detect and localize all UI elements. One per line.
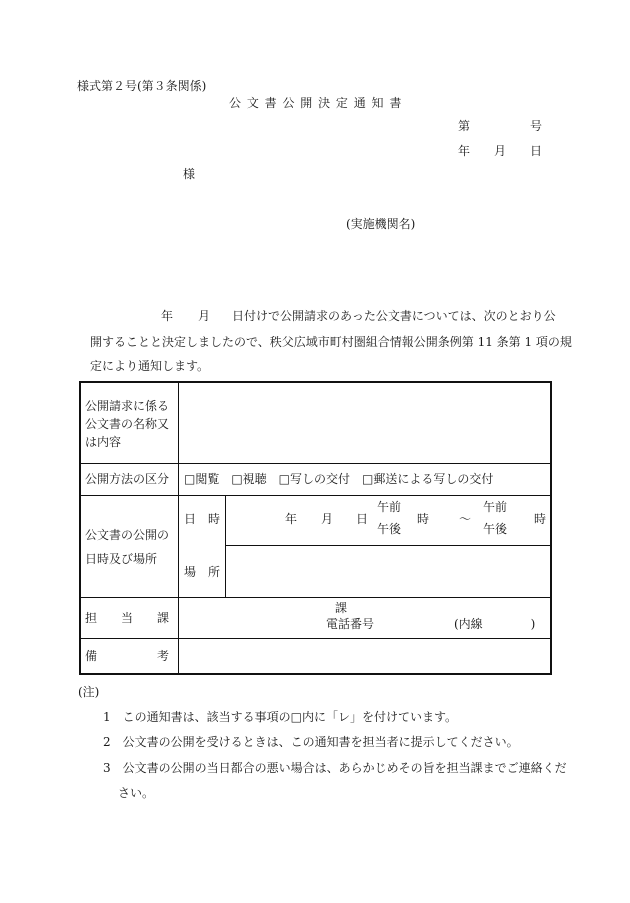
form-id: 様式第２号(第３条関係) xyxy=(77,79,207,93)
extension-label: (内線 ) xyxy=(454,617,536,631)
body-line2: 開することと決定しましたので、秩父広域市町村圏組合情報公開条例第 11 条第 1 項の規 xyxy=(90,335,572,349)
body-line1: 日付けで公開請求のあった公文書については、次のとおり公 xyxy=(232,309,556,323)
notes-heading: (注) xyxy=(78,685,100,699)
section-ka: 課 xyxy=(335,601,348,615)
body-line3: 定により通知します。 xyxy=(90,359,210,373)
date-year: 年 xyxy=(458,144,471,158)
am-option-1[interactable]: 午前 xyxy=(377,500,402,514)
request-label xyxy=(85,397,177,451)
request-label-line3: は内容 xyxy=(85,435,122,449)
document-title: 公 文 書 公 開 決 定 通 知 書 xyxy=(229,96,403,110)
pm-option-2[interactable]: 午後 xyxy=(483,522,508,536)
place-field[interactable] xyxy=(229,549,547,593)
phone-label: 電話番号 xyxy=(326,617,375,631)
decision-form-table xyxy=(79,381,552,675)
addressee-suffix: 様 xyxy=(183,167,196,181)
row-divider xyxy=(81,495,550,496)
row-divider xyxy=(81,597,550,598)
doc-number-suffix: 号 xyxy=(530,119,543,133)
date-day: 日 xyxy=(530,144,543,158)
section-label: 担 当 課 xyxy=(85,611,170,625)
tilde: ～ xyxy=(459,512,472,526)
datetime-label: 日 時 xyxy=(184,512,221,526)
remarks-label: 備 考 xyxy=(85,649,170,663)
note-item-1: 1 この通知書は、該当する事項の□内に「レ」を付けています。 xyxy=(103,710,458,724)
doc-number-prefix: 第 xyxy=(458,119,471,133)
method-label: 公開方法の区分 xyxy=(85,472,170,486)
schedule-label-line1: 公文書の公開の xyxy=(85,528,170,542)
row-divider xyxy=(81,638,550,639)
place-label: 場 所 xyxy=(184,565,221,579)
note-item-3: 3 公文書の公開の当日都合の悪い場合は、あらかじめその旨を担当課までご連絡くだ xyxy=(103,761,567,775)
hour-2: 時 xyxy=(534,512,547,526)
request-label-line1: 公開請求に係る xyxy=(85,399,170,413)
hour-1: 時 xyxy=(417,512,430,526)
request-content-field[interactable] xyxy=(181,387,547,459)
am-option-2[interactable]: 午前 xyxy=(483,500,508,514)
method-options[interactable]: □閲覧 □視聴 □写しの交付 □郵送による写しの交付 xyxy=(184,472,494,486)
column-divider xyxy=(178,383,179,673)
note-item-2: 2 公文書の公開を受けるときは、この通知書を担当者に提示してください。 xyxy=(103,735,519,749)
date-month: 月 xyxy=(494,144,507,158)
dt-month: 月 xyxy=(321,512,334,526)
request-label-line2: 公文書の名称又 xyxy=(85,417,170,431)
dt-day: 日 xyxy=(356,512,369,526)
schedule-label-line2: 日時及び場所 xyxy=(85,552,158,566)
remarks-field[interactable] xyxy=(181,642,547,670)
body-year: 年 xyxy=(161,309,174,323)
pm-option-1[interactable]: 午後 xyxy=(377,522,402,536)
body-month: 月 xyxy=(198,309,211,323)
issuer-name: (実施機関名) xyxy=(346,217,416,231)
schedule-label xyxy=(85,523,177,571)
row-divider xyxy=(81,463,550,464)
column-divider xyxy=(225,495,226,597)
dt-year: 年 xyxy=(285,512,298,526)
note-item-3-continued: さい。 xyxy=(118,786,155,800)
row-divider xyxy=(226,545,550,546)
